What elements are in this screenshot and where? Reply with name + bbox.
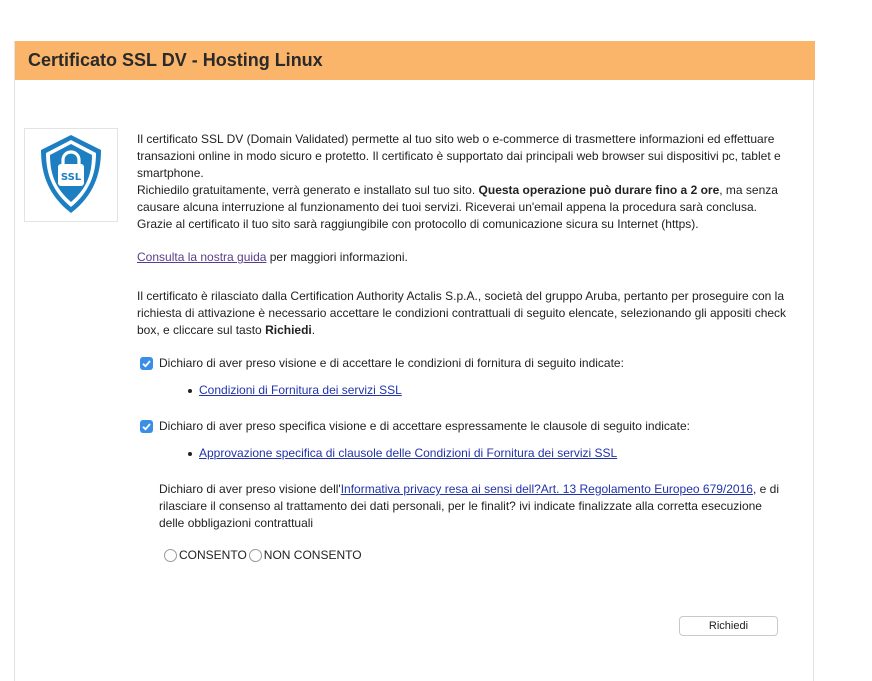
- no-consent-option[interactable]: [249, 547, 362, 564]
- privacy-prefix: Dichiaro di aver preso visione dell': [159, 482, 341, 496]
- guide-link[interactable]: Consulta la nostra guida: [137, 250, 267, 264]
- ssl-shield-lock-icon: [25, 129, 117, 221]
- ssl-certificate-panel: [14, 41, 814, 681]
- ssl-logo: [24, 128, 118, 222]
- clauses-approval-label: Dichiaro di aver preso specifica visione e di accettare espressamente le clausole di seguito indicate:: [159, 419, 690, 433]
- page-title: Certificato SSL DV - Hosting Linux: [28, 50, 323, 70]
- authority-end: .: [311, 323, 316, 337]
- consent-radio[interactable]: [164, 549, 177, 562]
- privacy-suffix: , e di rilasciare il consenso al trattamento dei dati personali, per le finalit? ivi indicate finalizzate alla corretta esecuzione delle obbligazioni contrattuali: [159, 482, 779, 530]
- ssl-logo-label: SSL: [60, 172, 82, 183]
- intro-duration-note: Questa operazione può durare fino a 2 ore: [478, 183, 720, 197]
- privacy-consent-text: [137, 481, 787, 532]
- submit-request-button[interactable]: Richiedi: [679, 616, 778, 636]
- authority-description: Il certificato è rilasciato dalla Certification Authority Actalis S.p.A., società del gruppo Aruba, pertanto per proseguire con la richiesta di attivazione è necessario accettare le condizioni contrattuali di seguito elencate, selezionando gli appositi check box, e cliccare sul tasto: [137, 289, 787, 337]
- intro-text: [137, 131, 787, 233]
- supply-conditions-link[interactable]: Condizioni di Fornitura dei servizi SSL: [199, 383, 402, 397]
- clauses-approval-row: [137, 418, 787, 435]
- clauses-approval-list: [137, 445, 787, 462]
- authority-button-ref: Richiedi: [265, 323, 312, 337]
- consent-option[interactable]: [164, 547, 247, 564]
- checkmark-icon: [140, 357, 153, 370]
- checkmark-icon: [140, 420, 153, 433]
- intro-description: Il certificato SSL DV (Domain Validated) permette al tuo sito web o e-commerce di trasmettere informazioni ed effettuare transazioni online in modo sicuro e protetto. Il certificato è supportato dai principali web browser sui dispositivi pc, tablet e smartphone.: [137, 132, 781, 180]
- authority-text: [137, 288, 787, 339]
- consent-radio-group: [137, 547, 787, 564]
- supply-conditions-checkbox[interactable]: [140, 357, 153, 370]
- intro-no-interruption: , ma senza causare alcuna interruzione al funzionamento dei tuoi servizi. Riceverai un'email appena la procedura sarà conclusa.: [137, 183, 778, 214]
- supply-conditions-row: [137, 355, 787, 372]
- no-consent-label: NON CONSENTO: [263, 548, 362, 562]
- consent-label: CONSENTO: [179, 548, 247, 562]
- no-consent-radio[interactable]: [249, 549, 262, 562]
- guide-suffix: per maggiori informazioni.: [266, 250, 408, 264]
- supply-conditions-list: [137, 382, 787, 399]
- panel-header: [15, 41, 815, 80]
- list-item: [199, 382, 787, 399]
- clauses-approval-checkbox[interactable]: [140, 420, 153, 433]
- list-item: [199, 445, 787, 462]
- supply-conditions-label: Dichiaro di aver preso visione e di accettare le condizioni di fornitura di seguito indicate:: [159, 356, 624, 370]
- intro-free-request: Richiedilo gratuitamente, verrà generato e installato sul tuo sito.: [137, 183, 479, 197]
- main-content: [137, 131, 787, 564]
- privacy-policy-link[interactable]: Informativa privacy resa ai sensi dell?Art. 13 Regolamento Europeo 679/2016: [340, 482, 753, 496]
- clauses-approval-link[interactable]: Approvazione specifica di clausole delle Condizioni di Fornitura dei servizi SSL: [199, 446, 618, 460]
- guide-text: [137, 249, 787, 266]
- intro-https-note: Grazie al certificato il tuo sito sarà raggiungibile con protocollo di comunicazione sicura su Internet (https).: [137, 217, 699, 231]
